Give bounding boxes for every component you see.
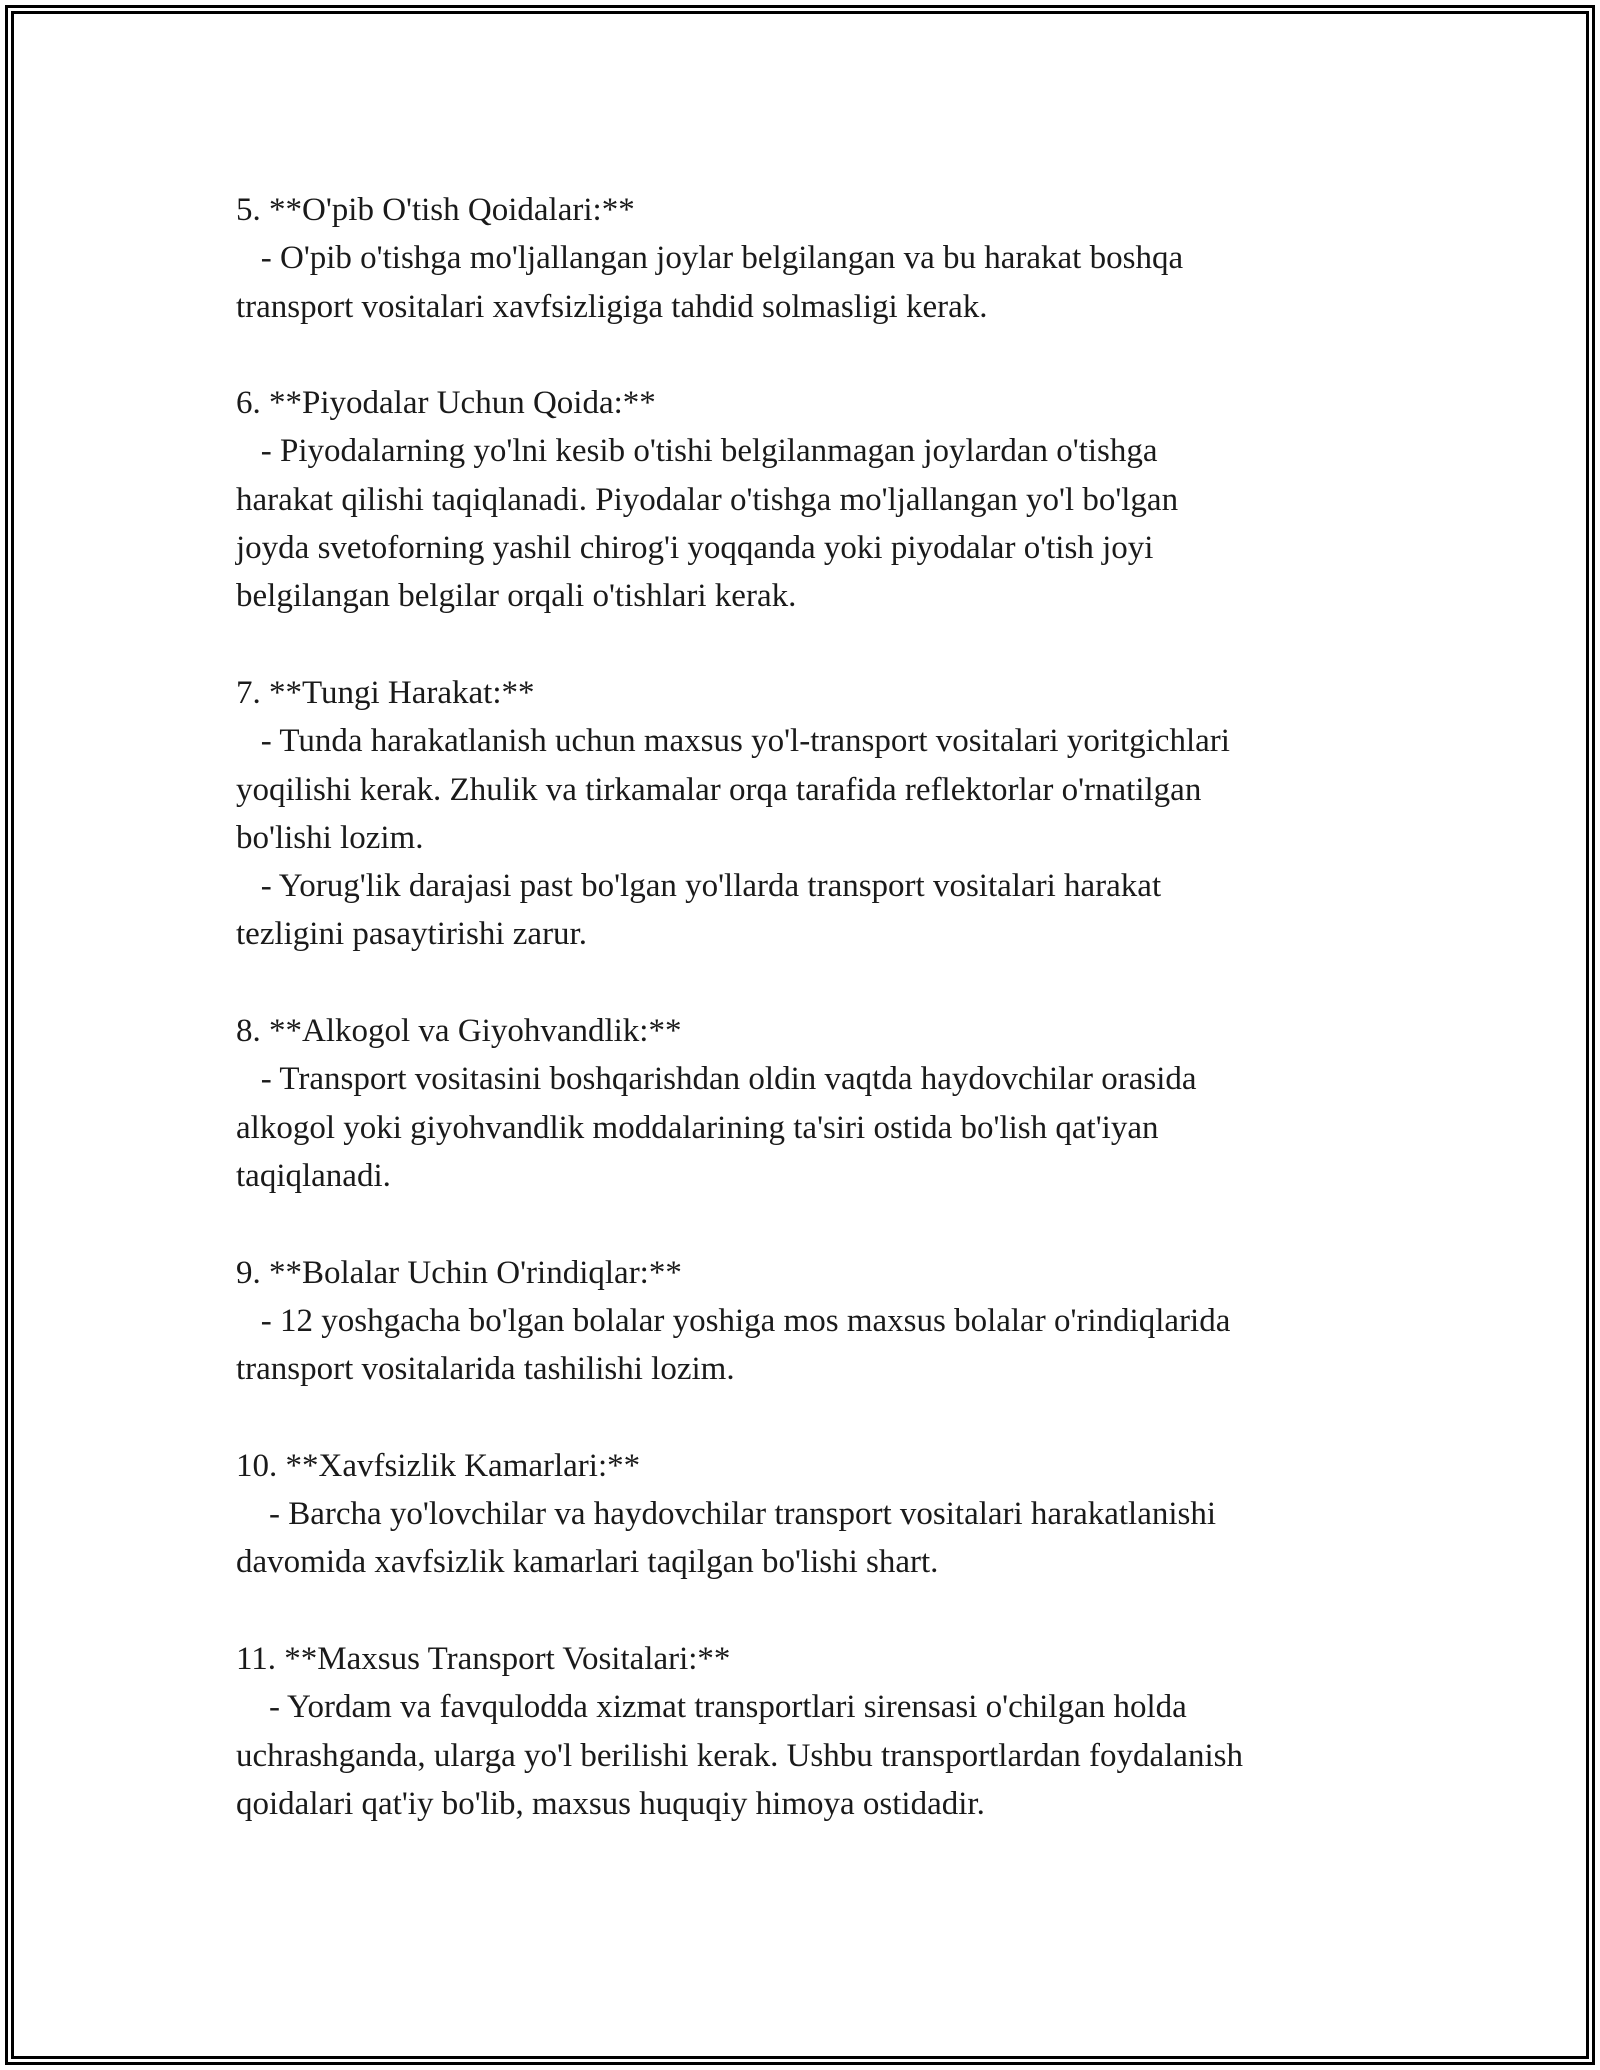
text-line: - Barcha yo'lovchilar va haydovchilar transport vositalari harakatlanishi xyxy=(236,1496,1217,1533)
section-title: 10. **Xavfsizlik Kamarlari:** xyxy=(236,1447,641,1484)
section-title: 6. **Piyodalar Uchun Qoida:** xyxy=(236,385,656,422)
text-line: belgilangan belgilar orqali o'tishlari kerak. xyxy=(236,578,797,615)
section-title: 11. **Maxsus Transport Vositalari:** xyxy=(236,1640,731,1677)
section-11 xyxy=(236,1635,1396,1828)
text-line: yoqilishi kerak. Zhulik va tirkamalar orqa tarafida reflektorlar o'rnatilgan xyxy=(236,771,1202,808)
section-title: 8. **Alkogol va Giyohvandlik:** xyxy=(236,1013,682,1050)
text-line: - O'pib o'tishga mo'ljallangan joylar belgilangan va bu harakat boshqa xyxy=(236,240,1184,277)
section-10 xyxy=(236,1442,1396,1587)
text-line: - Yorug'lik darajasi past bo'lgan yo'llarda transport vositalari harakat xyxy=(236,868,1162,905)
section-5 xyxy=(236,186,1396,331)
text-line: taqiqlanadi. xyxy=(236,1157,391,1194)
text-line: - Yordam va favqulodda xizmat transportlari sirensasi o'chilgan holda xyxy=(236,1689,1187,1726)
text-line: - Tunda harakatlanish uchun maxsus yo'l-transport vositalari yoritgichlari xyxy=(236,723,1230,760)
text-line: - 12 yoshgacha bo'lgan bolalar yoshiga mos maxsus bolalar o'rindiqlarida xyxy=(236,1302,1231,1339)
section-8 xyxy=(236,1007,1396,1200)
text-line: transport vositalari xavfsizligiga tahdid solmasligi kerak. xyxy=(236,288,988,325)
text-line: uchrashganda, ularga yo'l berilishi kerak. Ushbu transportlardan foydalanish xyxy=(236,1737,1243,1774)
text-line: joyda svetoforning yashil chirog'i yoqqanda yoki piyodalar o'tish joyi xyxy=(236,530,1154,567)
text-line: tezligini pasaytirishi zarur. xyxy=(236,916,587,953)
document-body xyxy=(236,186,1396,1876)
section-9 xyxy=(236,1249,1396,1394)
section-6 xyxy=(236,379,1396,620)
text-line: davomida xavfsizlik kamarlari taqilgan bo'lishi shart. xyxy=(236,1544,939,1581)
text-line: alkogol yoki giyohvandlik moddalarining ta'siri ostida bo'lish qat'iyan xyxy=(236,1109,1159,1146)
text-line: bo'lishi lozim. xyxy=(236,819,424,856)
section-title: 5. **O'pib O'tish Qoidalari:** xyxy=(236,192,635,228)
text-line: - Transport vositasini boshqarishdan oldin vaqtda haydovchilar orasida xyxy=(236,1061,1197,1098)
text-line: qoidalari qat'iy bo'lib, maxsus huquqiy himoya ostidadir. xyxy=(236,1785,985,1822)
text-line: harakat qilishi taqiqlanadi. Piyodalar o'tishga mo'ljallangan yo'l bo'lgan xyxy=(236,481,1179,518)
section-title: 7. **Tungi Harakat:** xyxy=(236,674,535,711)
section-title: 9. **Bolalar Uchin O'rindiqlar:** xyxy=(236,1254,682,1291)
text-line: transport vositalarida tashilishi lozim. xyxy=(236,1351,735,1388)
text-line: - Piyodalarning yo'lni kesib o'tishi belgilanmagan joylardan o'tishga xyxy=(236,433,1158,470)
section-7 xyxy=(236,669,1396,959)
